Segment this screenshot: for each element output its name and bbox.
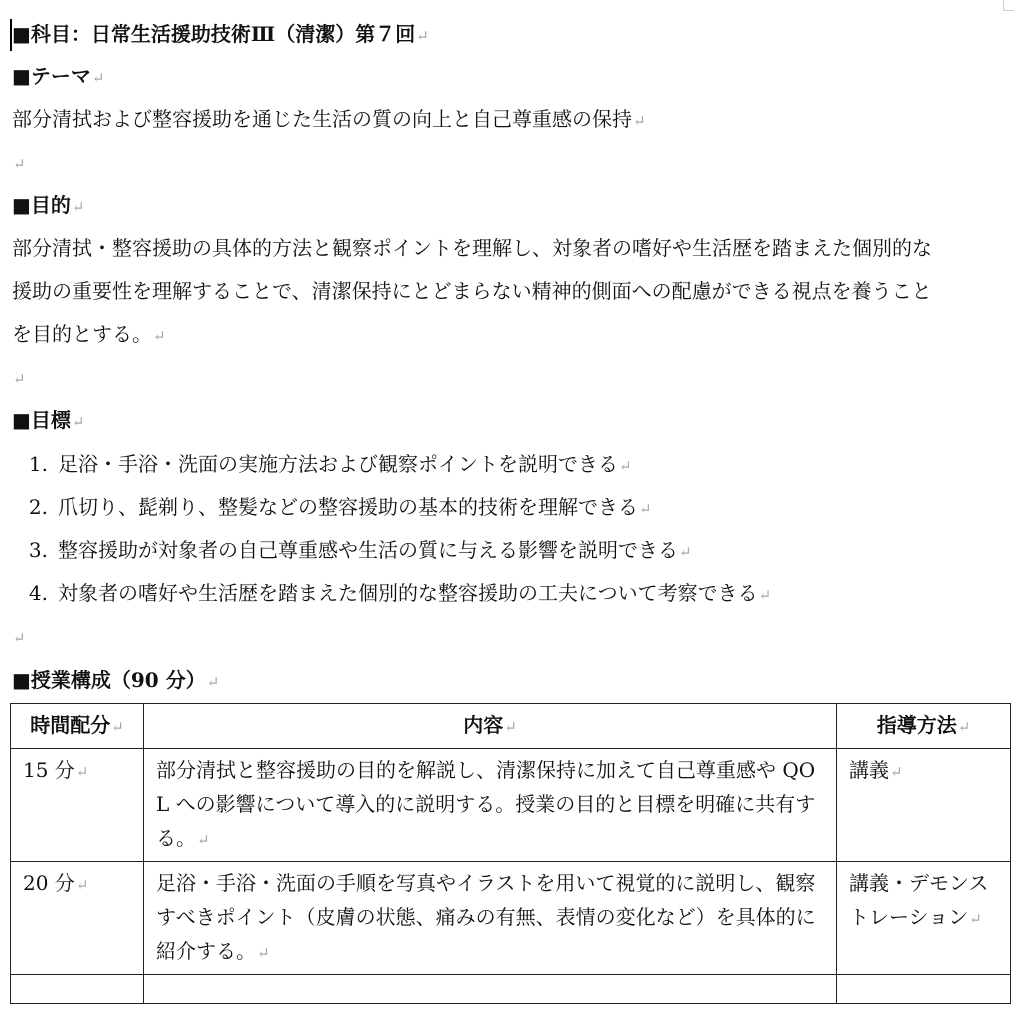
subject-heading[interactable] bbox=[12, 19, 1010, 49]
content-cell[interactable] bbox=[144, 975, 837, 1004]
cell-end-mark-icon bbox=[504, 718, 517, 736]
paragraph-mark-icon bbox=[13, 629, 26, 647]
paragraph-mark-icon bbox=[619, 457, 632, 475]
empty-paragraph[interactable] bbox=[12, 147, 1010, 177]
goal-text: 爪切り、髭剃り、整髪などの整容援助の基本的技術を理解できる bbox=[58, 495, 638, 519]
purpose-heading-text: ■目的 bbox=[12, 193, 71, 217]
paragraph-mark-icon bbox=[207, 673, 220, 691]
time-cell[interactable] bbox=[11, 749, 144, 862]
empty-paragraph[interactable] bbox=[12, 362, 1010, 392]
cell-end-mark-icon bbox=[890, 763, 903, 781]
purpose-line-3[interactable] bbox=[12, 319, 1010, 349]
method-text: 講義・デモンストレーション bbox=[849, 871, 989, 929]
purpose-line-1[interactable] bbox=[12, 233, 1010, 263]
paragraph-mark-icon bbox=[13, 370, 26, 388]
structure-heading[interactable] bbox=[12, 665, 1010, 695]
time-text: 20 分 bbox=[23, 871, 75, 895]
paragraph-mark-icon bbox=[153, 327, 166, 345]
content-cell[interactable] bbox=[144, 749, 837, 862]
purpose-heading[interactable] bbox=[12, 190, 1010, 220]
column-header-text: 内容 bbox=[463, 713, 504, 737]
paragraph-mark-icon bbox=[633, 112, 646, 130]
goal-text: 対象者の嗜好や生活歴を踏まえた個別的な整容援助の工夫について考察できる bbox=[58, 581, 758, 605]
theme-heading-text: ■テーマ bbox=[12, 64, 91, 88]
method-cell[interactable] bbox=[837, 749, 1011, 862]
cell-end-mark-icon bbox=[197, 831, 210, 849]
column-header-text: 指導方法 bbox=[876, 713, 957, 737]
table-header-row bbox=[11, 704, 1011, 749]
content-text: 足浴・手浴・洗面の手順を写真やイラストを用いて視覚的に説明し、観察すべきポイント（皮膚の状態、痛みの有無、表情の変化など）を具体的に紹介する。 bbox=[156, 871, 816, 963]
paragraph-mark-icon bbox=[416, 27, 429, 45]
paragraph-mark-icon bbox=[13, 155, 26, 173]
purpose-text: を目的とする。 bbox=[12, 322, 152, 346]
goals-heading-text: ■目標 bbox=[12, 408, 71, 432]
column-header-text: 時間配分 bbox=[30, 713, 111, 737]
cell-end-mark-icon bbox=[76, 763, 89, 781]
column-header-method[interactable] bbox=[837, 704, 1011, 749]
goal-item[interactable] bbox=[10, 449, 1010, 479]
theme-body-text: 部分清拭および整容援助を通じた生活の質の向上と自己尊重感の保持 bbox=[12, 107, 632, 131]
paragraph-mark-icon bbox=[639, 500, 652, 518]
column-header-content[interactable] bbox=[144, 704, 837, 749]
paragraph-mark-icon bbox=[92, 69, 105, 87]
goal-number: 3. bbox=[28, 538, 48, 562]
goal-text: 整容援助が対象者の自己尊重感や生活の質に与える影響を説明できる bbox=[58, 538, 678, 562]
cell-end-mark-icon bbox=[958, 718, 971, 736]
table-row bbox=[11, 862, 1011, 975]
empty-paragraph[interactable] bbox=[12, 621, 1010, 651]
theme-text[interactable] bbox=[12, 104, 1010, 134]
goal-item[interactable] bbox=[10, 492, 1010, 522]
page-corner-mark bbox=[1003, 0, 1014, 11]
goal-item[interactable] bbox=[10, 578, 1010, 608]
goal-number: 2. bbox=[28, 495, 48, 519]
goal-number: 4. bbox=[28, 581, 48, 605]
time-text: 15 分 bbox=[23, 758, 75, 782]
cell-end-mark-icon bbox=[111, 718, 124, 736]
goal-text: 足浴・手浴・洗面の実施方法および観察ポイントを説明できる bbox=[58, 452, 618, 476]
time-cell[interactable] bbox=[11, 862, 144, 975]
table-row bbox=[11, 975, 1011, 1004]
purpose-text: 援助の重要性を理解することで、清潔保持にとどまらない精神的側面への配慮ができる視点を養うこと bbox=[12, 279, 932, 303]
method-cell[interactable] bbox=[837, 862, 1011, 975]
paragraph-mark-icon bbox=[72, 198, 85, 216]
purpose-line-2[interactable] bbox=[12, 276, 1010, 306]
paragraph-mark-icon bbox=[759, 586, 772, 604]
method-cell[interactable] bbox=[837, 975, 1011, 1004]
paragraph-mark-icon bbox=[72, 413, 85, 431]
cell-end-mark-icon bbox=[76, 876, 89, 894]
time-cell[interactable] bbox=[11, 975, 144, 1004]
cell-end-mark-icon bbox=[969, 910, 982, 928]
column-header-time[interactable] bbox=[11, 704, 144, 749]
theme-heading[interactable] bbox=[12, 61, 1010, 91]
content-cell[interactable] bbox=[144, 862, 837, 975]
table-row bbox=[11, 749, 1011, 862]
method-text: 講義 bbox=[849, 758, 889, 782]
goal-item[interactable] bbox=[10, 535, 1010, 565]
purpose-text: 部分清拭・整容援助の具体的方法と観察ポイントを理解し、対象者の嗜好や生活歴を踏まえた個別的な bbox=[12, 236, 932, 260]
lesson-structure-table[interactable] bbox=[10, 703, 1011, 1004]
structure-heading-text: ■授業構成（90 分） bbox=[12, 668, 206, 692]
paragraph-mark-icon bbox=[679, 543, 692, 561]
cell-end-mark-icon bbox=[257, 944, 270, 962]
goals-heading[interactable] bbox=[12, 405, 1010, 435]
content-text: 部分清拭と整容援助の目的を解説し、清潔保持に加えて自己尊重感や QOL への影響について導入的に説明する。授業の目的と目標を明確に共有する。 bbox=[156, 758, 816, 850]
goal-number: 1. bbox=[28, 452, 48, 476]
subject-text: ■科目：日常生活援助技術Ⅲ（清潔）第７回 bbox=[12, 22, 416, 46]
